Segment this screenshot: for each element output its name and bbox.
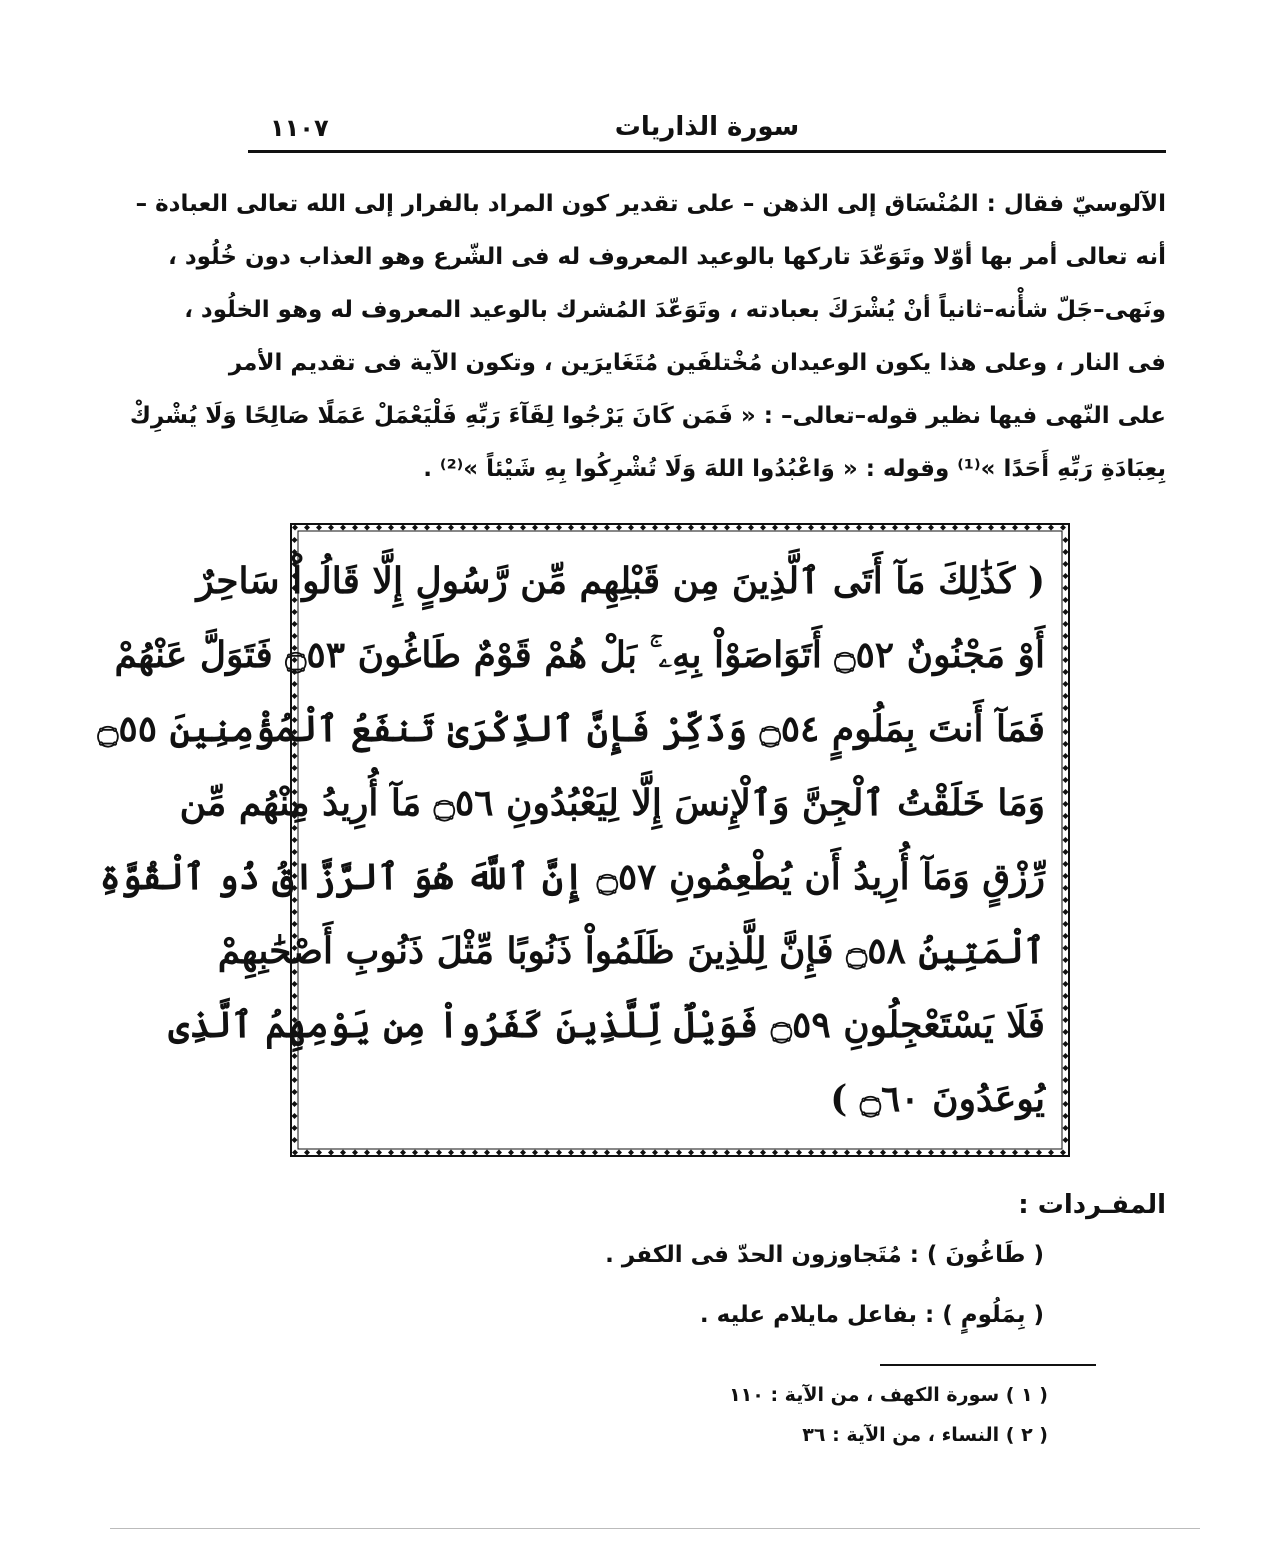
border-ornament — [292, 1113, 298, 1119]
border-ornament — [1063, 933, 1069, 939]
border-ornament — [1063, 1137, 1069, 1143]
border-ornament — [916, 525, 922, 531]
border-ornament — [832, 525, 838, 531]
border-ornament — [1063, 909, 1069, 915]
border-ornament — [580, 525, 586, 531]
border-ornament — [844, 1150, 850, 1156]
border-ornament — [424, 525, 430, 531]
border-ornament — [376, 1150, 382, 1156]
footnote: ( ١ ) سورة الكهف ، من الآية : ١١٠ — [729, 1384, 1048, 1406]
verse-line: أَوْ مَجْنُونٌ ۝٥٢ أَتَوَاصَوْاْ بِهِۦ ۚ بَلْ هُمْ قَوْمٌ طَاغُونَ ۝٥٣ فَتَوَلَّ عَنْهُمْ — [114, 634, 1045, 676]
border-ornament — [1063, 573, 1069, 579]
border-ornament — [772, 525, 778, 531]
surah-title: سورة الذاريات — [614, 112, 800, 142]
border-ornament — [436, 1150, 442, 1156]
border-ornament — [652, 525, 658, 531]
border-ornament — [1063, 837, 1069, 843]
border-ornament — [1063, 729, 1069, 735]
border-ornament — [760, 1150, 766, 1156]
footnote-rule — [880, 1364, 1096, 1366]
border-ornament — [592, 525, 598, 531]
border-ornament — [460, 525, 466, 531]
commentary-line: بِعِبَادَةِ رَبِّهِ أَحَدًا »⁽¹⁾ وقوله : « وَاعْبُدُوا اللهَ وَلَا تُشْرِكُوا بِهِ شَيْئاً »⁽²⁾ . — [423, 456, 1166, 482]
border-ornament — [1063, 981, 1069, 987]
border-ornament — [1063, 1101, 1069, 1107]
border-ornament — [952, 1150, 958, 1156]
commentary-paragraph — [129, 178, 1166, 496]
border-ornament — [892, 525, 898, 531]
verse-line: يُوعَدُونَ ۝٦٠ ) — [830, 1078, 1045, 1120]
border-ornament — [928, 525, 934, 531]
border-ornament — [1000, 525, 1006, 531]
border-ornament — [928, 1150, 934, 1156]
border-ornament — [448, 525, 454, 531]
border-ornament — [688, 525, 694, 531]
border-ornament — [772, 1150, 778, 1156]
verse-line: رِّزْقٍ وَمَآ أُرِيدُ أَن يُطْعِمُونِ ۝٥٧ إِنَّ ٱللَّهَ هُوَ ٱلرَّزَّاقُ ذُو ٱلْقُوَّةِ — [99, 856, 1045, 898]
border-ornament — [292, 1089, 298, 1095]
border-ornament — [448, 1150, 454, 1156]
border-ornament — [1063, 969, 1069, 975]
border-ornament — [364, 525, 370, 531]
border-ornament — [1000, 1150, 1006, 1156]
border-ornament — [1063, 873, 1069, 879]
commentary-line: فى النار ، وعلى هذا يكون الوعيدان مُخْتلفَين مُتَغَايرَين ، وتكون الآية فى تقديم الأمر — [228, 350, 1166, 376]
border-ornament — [784, 525, 790, 531]
border-ornament — [592, 1150, 598, 1156]
border-ornament — [604, 1150, 610, 1156]
border-ornament — [424, 1150, 430, 1156]
border-ornament — [1063, 1125, 1069, 1131]
border-ornament — [1063, 825, 1069, 831]
border-ornament — [628, 525, 634, 531]
border-ornament — [1012, 1150, 1018, 1156]
border-ornament — [544, 525, 550, 531]
border-ornament — [844, 525, 850, 531]
border-ornament — [964, 1150, 970, 1156]
border-ornament — [1036, 1150, 1042, 1156]
border-ornament — [340, 1150, 346, 1156]
border-ornament — [304, 1150, 310, 1156]
border-ornament — [364, 1150, 370, 1156]
scan-edge-line — [110, 1528, 1200, 1529]
border-ornament — [1060, 525, 1066, 531]
border-ornament — [532, 1150, 538, 1156]
border-ornament — [1063, 1065, 1069, 1071]
border-ornament — [328, 1150, 334, 1156]
border-ornament — [1063, 621, 1069, 627]
border-ornament — [1063, 561, 1069, 567]
border-ornament — [856, 1150, 862, 1156]
border-ornament — [1063, 1005, 1069, 1011]
border-ornament — [1063, 1017, 1069, 1023]
border-ornament — [1063, 717, 1069, 723]
border-ornament — [1063, 801, 1069, 807]
border-ornament — [1063, 813, 1069, 819]
border-ornament — [1063, 633, 1069, 639]
border-ornament — [664, 525, 670, 531]
border-ornament — [736, 525, 742, 531]
border-ornament — [484, 525, 490, 531]
border-ornament — [1063, 1053, 1069, 1059]
border-ornament — [880, 525, 886, 531]
border-ornament — [292, 525, 298, 531]
border-ornament — [292, 1065, 298, 1071]
border-ornament — [1063, 765, 1069, 771]
border-ornament — [664, 1150, 670, 1156]
border-ornament — [412, 525, 418, 531]
border-ornament — [892, 1150, 898, 1156]
border-ornament — [832, 1150, 838, 1156]
vocabulary-heading: المفـردات : — [1018, 1190, 1166, 1220]
border-ornament — [580, 1150, 586, 1156]
border-ornament — [388, 1150, 394, 1156]
verse-line: فَمَآ أَنتَ بِمَلُومٍ ۝٥٤ وَذَكِّرْ فَإِنَّ ٱلذِّكْرَىٰ تَنفَعُ ٱلْمُؤْمِنِينَ ۝٥٥ — [97, 708, 1045, 750]
verse-line: فَلَا يَسْتَعْجِلُونِ ۝٥٩ فَوَيْلٌ لِّلَّذِينَ كَفَرُواْ مِن يَوْمِهِمُ ٱلَّذِى — [168, 1004, 1045, 1046]
border-ornament — [1063, 885, 1069, 891]
border-ornament — [1063, 609, 1069, 615]
border-ornament — [1063, 597, 1069, 603]
border-ornament — [1063, 1029, 1069, 1035]
border-ornament — [376, 525, 382, 531]
commentary-line: على النّهى فيها نظير قوله–تعالى– : « فَمَن كَانَ يَرْجُوا لِقَآءَ رَبِّهِ فَلْيَعْمَلْ عَمَلًا صَالِحًا وَلَا يُشْرِكْ — [129, 403, 1166, 429]
border-ornament — [1063, 549, 1069, 555]
border-ornament — [988, 1150, 994, 1156]
border-ornament — [304, 525, 310, 531]
border-ornament — [700, 525, 706, 531]
border-ornament — [496, 1150, 502, 1156]
border-ornament — [868, 1150, 874, 1156]
verse-line: ٱلْمَتِينُ ۝٥٨ فَإِنَّ لِلَّذِينَ ظَلَمُواْ ذَنُوبًا مِّثْلَ ذَنُوبِ أَصْحَٰبِهِمْ — [217, 930, 1045, 972]
border-ornament — [1024, 525, 1030, 531]
border-ornament — [1048, 525, 1054, 531]
border-ornament — [940, 525, 946, 531]
border-ornament — [508, 1150, 514, 1156]
border-ornament — [676, 525, 682, 531]
border-ornament — [1024, 1150, 1030, 1156]
border-ornament — [1063, 537, 1069, 543]
border-ornament — [1063, 849, 1069, 855]
border-ornament — [1063, 753, 1069, 759]
border-ornament — [352, 525, 358, 531]
border-ornament — [724, 1150, 730, 1156]
border-ornament — [436, 525, 442, 531]
border-ornament — [1063, 657, 1069, 663]
border-ornament — [1063, 1041, 1069, 1047]
border-ornament — [556, 525, 562, 531]
border-ornament — [352, 1150, 358, 1156]
border-ornament — [292, 537, 298, 543]
vocabulary-item: ( طَاغُونَ ) : مُتَجاوزون الحدّ فى الكفر . — [605, 1242, 1044, 1268]
border-ornament — [292, 1101, 298, 1107]
border-ornament — [724, 525, 730, 531]
border-ornament — [1063, 705, 1069, 711]
border-ornament — [568, 525, 574, 531]
border-ornament — [388, 525, 394, 531]
verse-line: وَمَا خَلَقْتُ ٱلْجِنَّ وَٱلْإِنسَ إِلَّا لِيَعْبُدُونِ ۝٥٦ مَآ أُرِيدُ مِنْهُم مِّن — [179, 782, 1045, 824]
border-ornament — [544, 1150, 550, 1156]
verse-line: ( كَذَٰلِكَ مَآ أَتَى ٱلَّذِينَ مِن قَبْلِهِم مِّن رَّسُولٍ إِلَّا قَالُواْ سَاحِرٌ — [196, 560, 1045, 602]
border-ornament — [532, 525, 538, 531]
border-ornament — [568, 1150, 574, 1156]
page-number: ١١٠٧ — [270, 114, 329, 142]
border-ornament — [508, 525, 514, 531]
commentary-line: الآلوسيّ فقال : المُنْسَاق إلى الذهن – على تقدير كون المراد بالفرار إلى الله تعالى العبادة – — [135, 191, 1166, 217]
border-ornament — [688, 1150, 694, 1156]
border-ornament — [616, 1150, 622, 1156]
border-ornament — [484, 1150, 490, 1156]
border-ornament — [400, 525, 406, 531]
border-ornament — [1036, 525, 1042, 531]
border-ornament — [748, 525, 754, 531]
border-ornament — [940, 1150, 946, 1156]
border-ornament — [460, 1150, 466, 1156]
quran-verses — [97, 544, 1045, 1136]
border-ornament — [700, 1150, 706, 1156]
border-ornament — [1063, 681, 1069, 687]
border-ornament — [1048, 1150, 1054, 1156]
vocabulary-item: ( بِمَلُومٍ ) : بفاعل مايلام عليه . — [699, 1302, 1044, 1328]
border-ornament — [496, 525, 502, 531]
border-ornament — [556, 1150, 562, 1156]
border-ornament — [1063, 897, 1069, 903]
border-ornament — [472, 525, 478, 531]
commentary-line: ونَهى–جَلّ شأْنه–ثانياً أنْ يُشْرَكَ بعبادته ، وتَوَعّدَ المُشرك بالوعيد المعروف له وهو الخلُود ، — [184, 297, 1166, 323]
quran-verse-frame — [97, 518, 1075, 1162]
footnote: ( ٢ ) النساء ، من الآية : ٣٦ — [802, 1424, 1048, 1446]
border-ornament — [1063, 1089, 1069, 1095]
border-ornament — [964, 525, 970, 531]
border-ornament — [1063, 789, 1069, 795]
border-ornament — [736, 1150, 742, 1156]
border-ornament — [1063, 993, 1069, 999]
border-ornament — [712, 525, 718, 531]
border-ornament — [340, 525, 346, 531]
border-ornament — [292, 1137, 298, 1143]
border-ornament — [1063, 777, 1069, 783]
border-ornament — [640, 525, 646, 531]
border-ornament — [748, 1150, 754, 1156]
border-ornament — [820, 1150, 826, 1156]
border-ornament — [904, 1150, 910, 1156]
border-ornament — [820, 525, 826, 531]
border-ornament — [976, 1150, 982, 1156]
border-ornament — [316, 1150, 322, 1156]
border-ornament — [412, 1150, 418, 1156]
border-ornament — [1060, 1150, 1066, 1156]
border-ornament — [1063, 585, 1069, 591]
border-ornament — [808, 1150, 814, 1156]
border-ornament — [796, 525, 802, 531]
border-ornament — [676, 1150, 682, 1156]
header-rule — [248, 150, 1166, 153]
border-ornament — [712, 1150, 718, 1156]
border-ornament — [520, 1150, 526, 1156]
border-ornament — [796, 1150, 802, 1156]
border-ornament — [316, 525, 322, 531]
border-ornament — [328, 525, 334, 531]
border-ornament — [616, 525, 622, 531]
border-ornament — [784, 1150, 790, 1156]
border-ornament — [1063, 693, 1069, 699]
border-ornament — [880, 1150, 886, 1156]
border-ornament — [1063, 921, 1069, 927]
border-ornament — [976, 525, 982, 531]
border-ornament — [1063, 1113, 1069, 1119]
border-ornament — [628, 1150, 634, 1156]
border-ornament — [520, 525, 526, 531]
commentary-line: أنه تعالى أمر بها أوّلا وتَوَعّدَ تاركها بالوعيد المعروف له فى الشّرع وهو العذاب دون خُلُود ، — [168, 244, 1166, 270]
border-ornament — [760, 525, 766, 531]
border-ornament — [808, 525, 814, 531]
border-ornament — [640, 1150, 646, 1156]
border-ornament — [1063, 861, 1069, 867]
border-ornament — [952, 525, 958, 531]
border-ornament — [1063, 645, 1069, 651]
border-ornament — [652, 1150, 658, 1156]
border-ornament — [292, 1150, 298, 1156]
border-ornament — [400, 1150, 406, 1156]
border-ornament — [988, 525, 994, 531]
border-ornament — [292, 1125, 298, 1131]
border-ornament — [604, 525, 610, 531]
page-header — [248, 108, 1166, 148]
border-ornament — [856, 525, 862, 531]
border-ornament — [1063, 945, 1069, 951]
border-ornament — [916, 1150, 922, 1156]
border-ornament — [472, 1150, 478, 1156]
border-ornament — [868, 525, 874, 531]
border-ornament — [1063, 669, 1069, 675]
border-ornament — [1063, 1077, 1069, 1083]
border-ornament — [1063, 957, 1069, 963]
border-ornament — [1012, 525, 1018, 531]
border-ornament — [292, 1077, 298, 1083]
border-ornament — [904, 525, 910, 531]
border-ornament — [1063, 741, 1069, 747]
